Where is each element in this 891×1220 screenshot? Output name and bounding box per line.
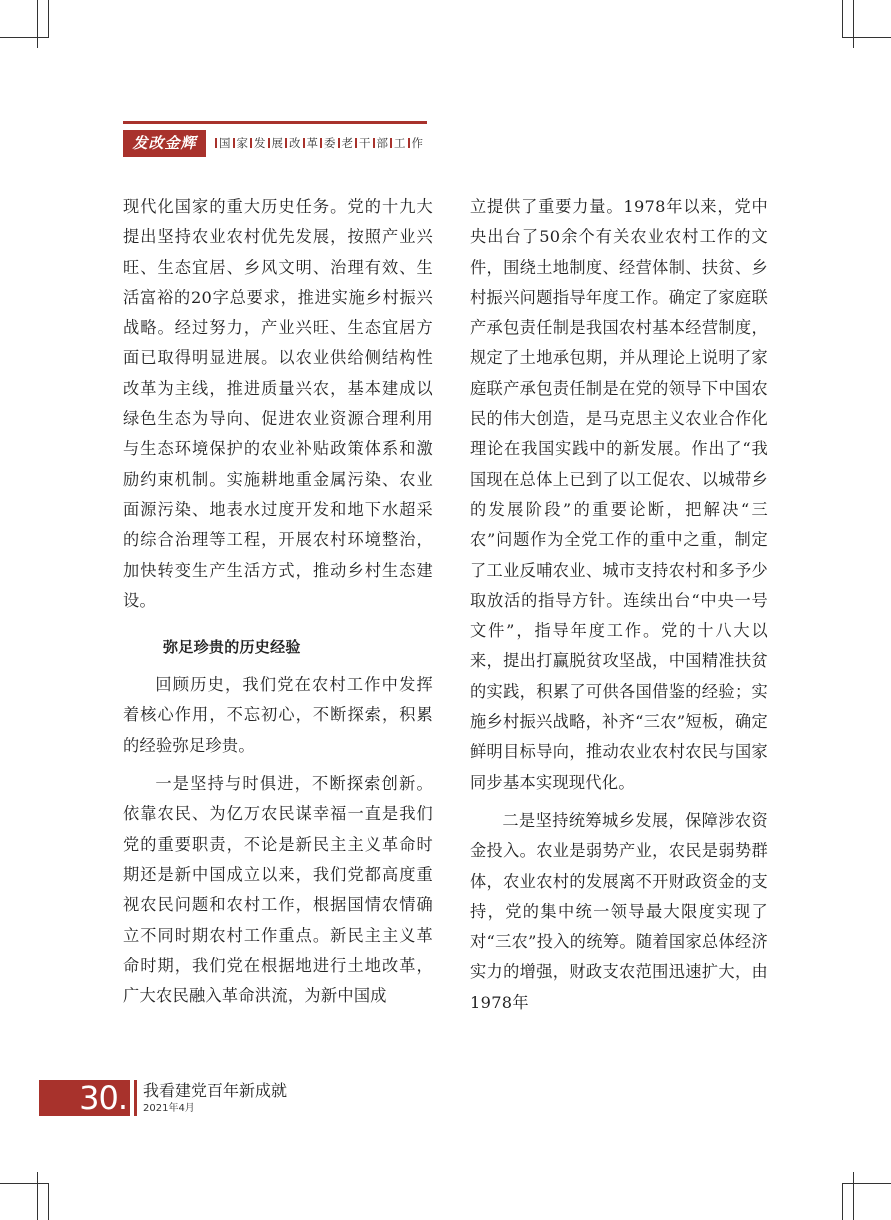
crop-mark-bl-v2 bbox=[48, 1183, 49, 1220]
crop-mark-tl-v2 bbox=[48, 0, 49, 38]
footer-title: 我看建党百年新成就 bbox=[143, 1081, 288, 1100]
header-rule bbox=[123, 121, 427, 124]
left-column bbox=[123, 192, 433, 1011]
crop-mark-br-v bbox=[853, 1172, 854, 1220]
footer-divider bbox=[134, 1080, 137, 1116]
header-logo: 发改金辉 bbox=[123, 130, 206, 157]
crop-mark-br-h bbox=[843, 1183, 891, 1184]
crop-mark-br-v2 bbox=[842, 1183, 843, 1220]
footer-date: 2021年4月 bbox=[143, 1103, 195, 1114]
header-subtitle: 国 家 发 展 改 革 委 老 干 部 工 作 bbox=[213, 130, 423, 157]
crop-mark-tl-h bbox=[0, 37, 48, 38]
crop-mark-tr-h bbox=[843, 37, 891, 38]
crop-mark-bl-h bbox=[0, 1183, 48, 1184]
left-paragraph-1: 现代化国家的重大历史任务。党的十九大提出坚持农业农村优先发展，按照产业兴旺、生态宜居、乡风文明、治理有效、生活富裕的20字总要求，推进实施乡村振兴战略。经过努力，产业兴旺、生态宜居方面已取得明显进展。以农业供给侧结构性改革为主线，推进质量兴农，基本建成以绿色生态为导向、促进农业资源合理利用与生态环境保护的农业补贴政策体系和激励约束机制。实施耕地重金属污染、农业面源污染、地表水过度开发和地下水超采的综合治理等工程，开展农村环境整治，加快转变生产生活方式，推动乡村生态建设。 bbox=[123, 197, 433, 610]
left-paragraph-2: 回顾历史，我们党在农村工作中发挥着核心作用，不忘初心，不断探索，积累的经验弥足珍贵。 bbox=[123, 675, 433, 755]
left-paragraph-3: 一是坚持与时俱进，不断探索创新。依靠农民、为亿万农民谋幸福一直是我们党的重要职责，不论是新民主主义革命时期还是新中国成立以来，我们党都高度重视农民问题和农村工作，根据国情农情确立不同时期农村工作重点。新民主主义革命时期，我们党在根据地进行土地改革，广大农民融入革命洪流，为新中国成 bbox=[123, 774, 433, 1006]
crop-mark-tl-v bbox=[37, 0, 38, 48]
right-paragraph-2: 二是坚持统筹城乡发展，保障涉农资金投入。农业是弱势产业，农民是弱势群体，农业农村的发展离不开财政资金的支持，党的集中统一领导最大限度实现了对“三农”投入的统筹。随着国家总体经济实力的增强，财政支农范围迅速扩大，由1978年 bbox=[470, 810, 768, 1012]
crop-mark-tr-v2 bbox=[842, 0, 843, 38]
page-number: 30. bbox=[39, 1080, 130, 1116]
crop-mark-tr-v bbox=[853, 0, 854, 48]
header-subtitle-sep bbox=[215, 138, 217, 148]
right-paragraph-1: 立提供了重要力量。1978年以来，党中央出台了50余个有关农业农村工作的文件，围绕土地制度、经营体制、扶贫、乡村振兴问题指导年度工作。确定了家庭联产承包责任制是我国农村基本经营制度，规定了土地承包期，并从理论上说明了家庭联产承包责任制是在党的领导下中国农民的伟大创造，是马克思主义农业合作化理论在我国实践中的新发展。作出了“我国现在总体上已到了以工促农、以城带乡的发展阶段”的重要论断，把解决“三农”问题作为全党工作的重中之重，制定了工业反哺农业、城市支持农村和多予少取放活的指导方针。连续出台“中央一号文件”，指导年度工作。党的十八大以来，提出打赢脱贫攻坚战，中国精准扶贫的实践，积累了可供各国借鉴的经验；实施乡村振兴战略，补齐“三农”短板，确定鲜明目标导向，推动农业农村农民与国家同步基本实现现代化。 bbox=[470, 197, 768, 792]
crop-mark-bl-v bbox=[37, 1172, 38, 1220]
right-column bbox=[470, 192, 768, 1018]
section-heading: 弥足珍贵的历史经验 bbox=[163, 638, 301, 657]
